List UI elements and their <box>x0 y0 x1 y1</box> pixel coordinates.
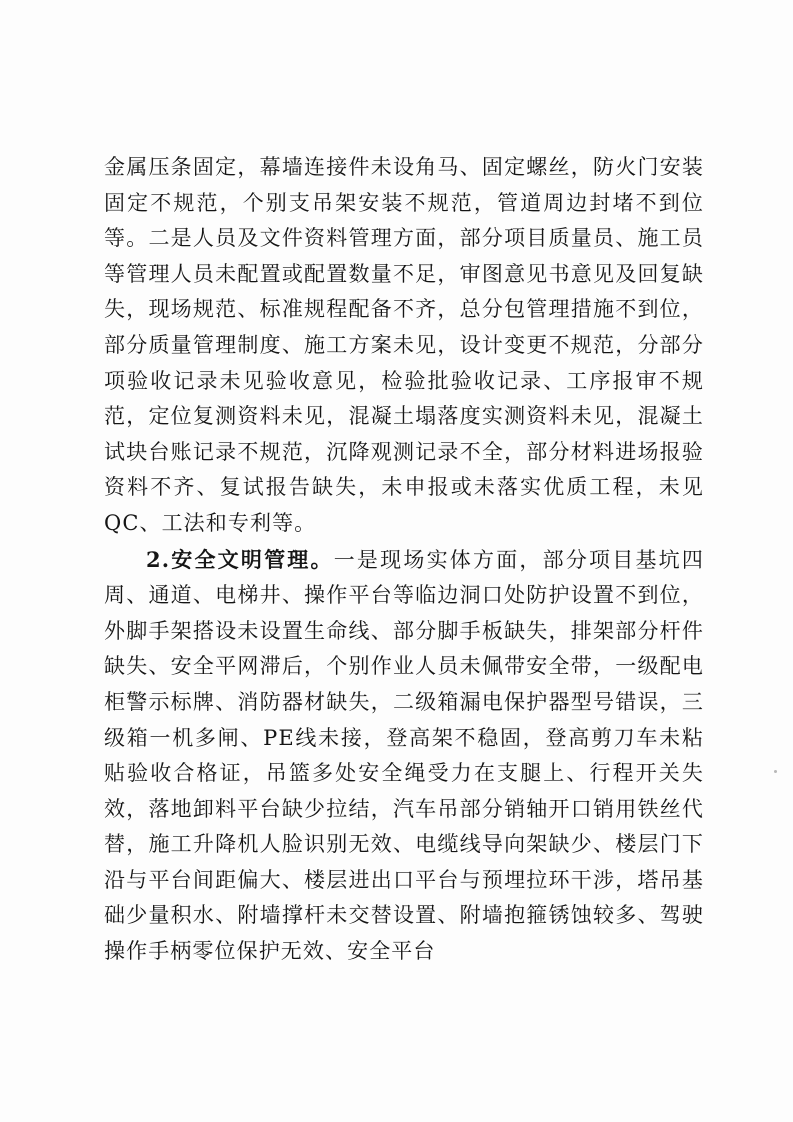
scan-mark <box>774 770 777 773</box>
section-body-safety: 一是现场实体方面，部分项目基坑四周、通道、电梯井、操作平台等临边洞口处防护设置不到位，外脚手架搭设未设置生命线、部分脚手板缺失，排架部分杆件缺失、安全平网滞后，个别作业人员未佩带安全带，一级配电柜警示标牌、消防器材缺失，二级箱漏电保护器型号错误，三级箱一机多闸、PE线未接，登高架不稳固，登高剪刀车未粘贴验收合格证，吊篮多处安全绳受力在支腿上、行程开关失效，落地卸料平台缺少拉结，汽车吊部分销轴开口销用铁丝代替，施工升降机人脸识别无效、电缆线导向架缺少、楼层门下沿与平台间距偏大、楼层进出口平台与预埋拉环干涉，塔吊基础少量积水、附墙撑杆未交替设置、附墙抱箍锈蚀较多、驾驶操作手柄零位保护无效、安全平台 <box>104 547 704 964</box>
paragraph-quality-continued: 金属压条固定，幕墙连接件未设角马、固定螺丝，防火门安装固定不规范，个别支吊架安装不规范，管道周边封堵不到位等。二是人员及文件资料管理方面，部分项目质量员、施工员等管理人员未配置或配置数量不足，审图意见书意见及回复缺失，现场规范、标准规程配备不齐，总分包管理措施不到位，部分质量管理制度、施工方案未见，设计变更不规范，分部分项验收记录未见验收意见，检验批验收记录、工序报审不规范，定位复测资料未见，混凝土塌落度实测资料未见，混凝土试块台账记录不规范，沉降观测记录不全，部分材料进场报验资料不齐、复试报告缺失，未申报或未落实优质工程，未见QC、工法和专利等。 <box>104 155 704 535</box>
document-body <box>104 150 704 970</box>
paragraph-safety-management <box>104 542 704 970</box>
section-heading-safety: 2.安全文明管理。 <box>146 546 334 572</box>
